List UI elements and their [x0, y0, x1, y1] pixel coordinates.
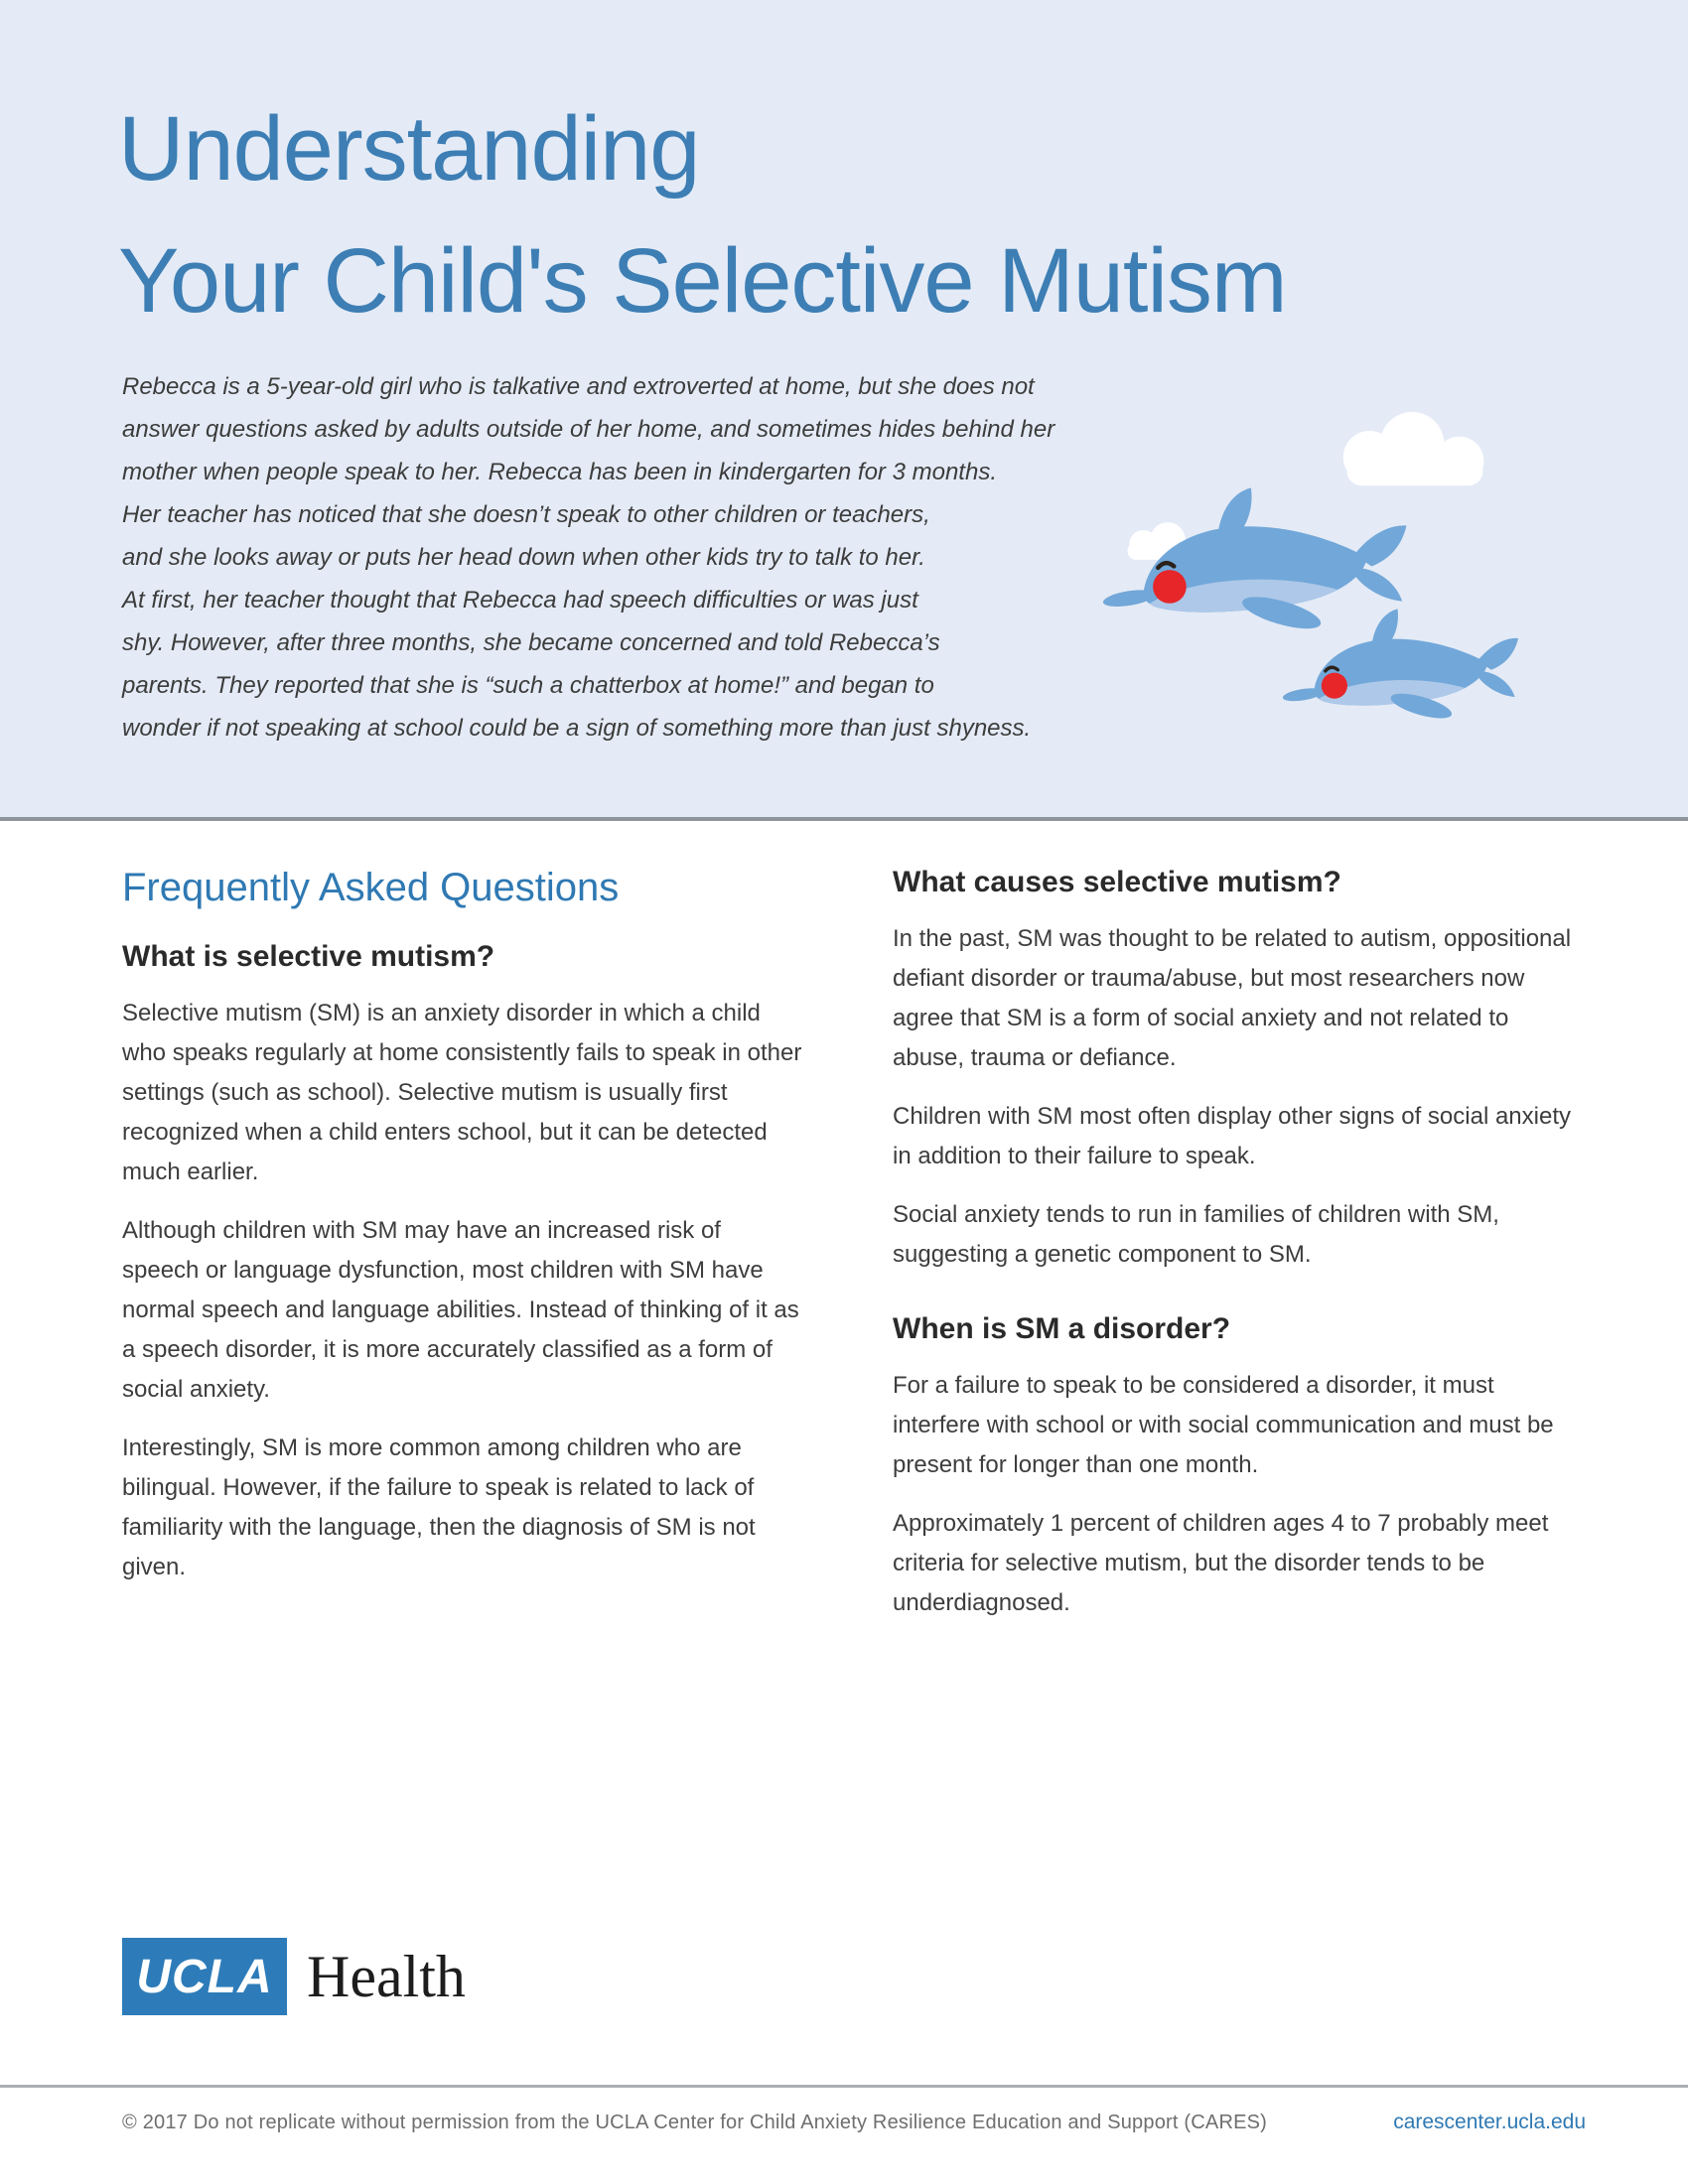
answer-paragraph: Although children with SM may have an increased risk of speech or language dysfunction, most children with SM have normal speech and language abilities. Instead of thinking of it as a speech disorder, it is more accurately classified as a form of social anxiety. — [122, 1217, 799, 1403]
answer-paragraph: For a failure to speak to be considered a disorder, it must interfere with school or with social communication and must be present for longer than one month. — [893, 1372, 1554, 1478]
intro-line: Rebecca is a 5-year-old girl who is talkative and extroverted at home, but she does not — [122, 373, 1035, 400]
cloud-icon — [1321, 410, 1509, 489]
answer-paragraph: Selective mutism (SM) is an anxiety disorder in which a child who speaks regularly at home consistently fails to speak in other settings (such as school). Selective mutism is usually first recognized when a child enters school, but it can be detected much earlier. — [122, 1000, 802, 1185]
question-heading: What causes selective mutism? — [893, 866, 1341, 898]
header — [0, 0, 1688, 817]
footer-divider — [0, 2085, 1688, 2088]
intro-paragraph — [122, 365, 1055, 750]
intro-line: At first, her teacher thought that Rebecca had speech difficulties or was just — [122, 587, 918, 614]
intro-line: mother when people speak to her. Rebecca has been in kindergarten for 3 months. — [122, 459, 997, 485]
faq-column-right — [893, 866, 1574, 1642]
question-heading: When is SM a disorder? — [893, 1312, 1231, 1345]
faq-item — [893, 866, 1574, 1275]
intro-line: wonder if not speaking at school could be a sign of something more than just shyness. — [122, 715, 1032, 742]
answer-paragraph: Approximately 1 percent of children ages 4 to 7 probably meet criteria for selective mutism, but the disorder tends to be underdiagnosed. — [893, 1510, 1549, 1616]
answer-paragraph: Interestingly, SM is more common among children who are bilingual. However, if the failure to speak is related to lack of familiarity with the language, then the diagnosis of SM is not given. — [122, 1434, 756, 1580]
dolphins-illustration — [1072, 392, 1638, 789]
header-divider — [0, 817, 1688, 821]
faq-column-left — [122, 866, 803, 1642]
faq-item — [122, 940, 803, 1587]
health-wordmark: Health — [307, 1943, 466, 2009]
intro-line: Her teacher has noticed that she doesn’t speak to other children or teachers, — [122, 501, 930, 528]
intro-line: parents. They reported that she is “such a chatterbox at home!” and began to — [122, 672, 934, 699]
page-title — [118, 83, 1287, 347]
dolphin-icon — [1286, 606, 1534, 747]
intro-line: answer questions asked by adults outside of her home, and sometimes hides behind her — [122, 416, 1055, 443]
intro-line: shy. However, after three months, she became concerned and told Rebecca’s — [122, 629, 940, 656]
ucla-logo-text: UCLA — [136, 1950, 273, 2003]
faq-content — [122, 866, 1574, 1642]
question-heading: What is selective mutism? — [122, 940, 495, 973]
website-link[interactable]: carescenter.ucla.edu — [1393, 2111, 1586, 2133]
footer-row — [122, 2111, 1586, 2134]
answer-paragraph: Children with SM most often display other signs of social anxiety in addition to their failure to speak. — [893, 1103, 1571, 1169]
faq-section-title: Frequently Asked Questions — [122, 866, 620, 909]
ucla-logo-mark — [122, 1938, 287, 2015]
answer-paragraph: Social anxiety tends to run in families of children with SM, suggesting a genetic component to SM. — [893, 1201, 1499, 1268]
answer-paragraph: In the past, SM was thought to be related to autism, oppositional defiant disorder or trauma/abuse, but most researchers now agree that SM is a form of social anxiety and not related to abuse, trauma or defiance. — [893, 925, 1572, 1071]
page-title-line-2: Your Child's Selective Mutism — [118, 230, 1287, 332]
copyright-text: © 2017 Do not replicate without permission from the UCLA Center for Child Anxiety Resilience Education and Support (CARES) — [122, 2112, 1268, 2133]
faq-item — [893, 1312, 1574, 1623]
page-title-line-1: Understanding — [118, 98, 700, 200]
intro-line: and she looks away or puts her head down when other kids try to talk to her. — [122, 544, 925, 571]
ucla-health-logo — [122, 1938, 466, 2015]
